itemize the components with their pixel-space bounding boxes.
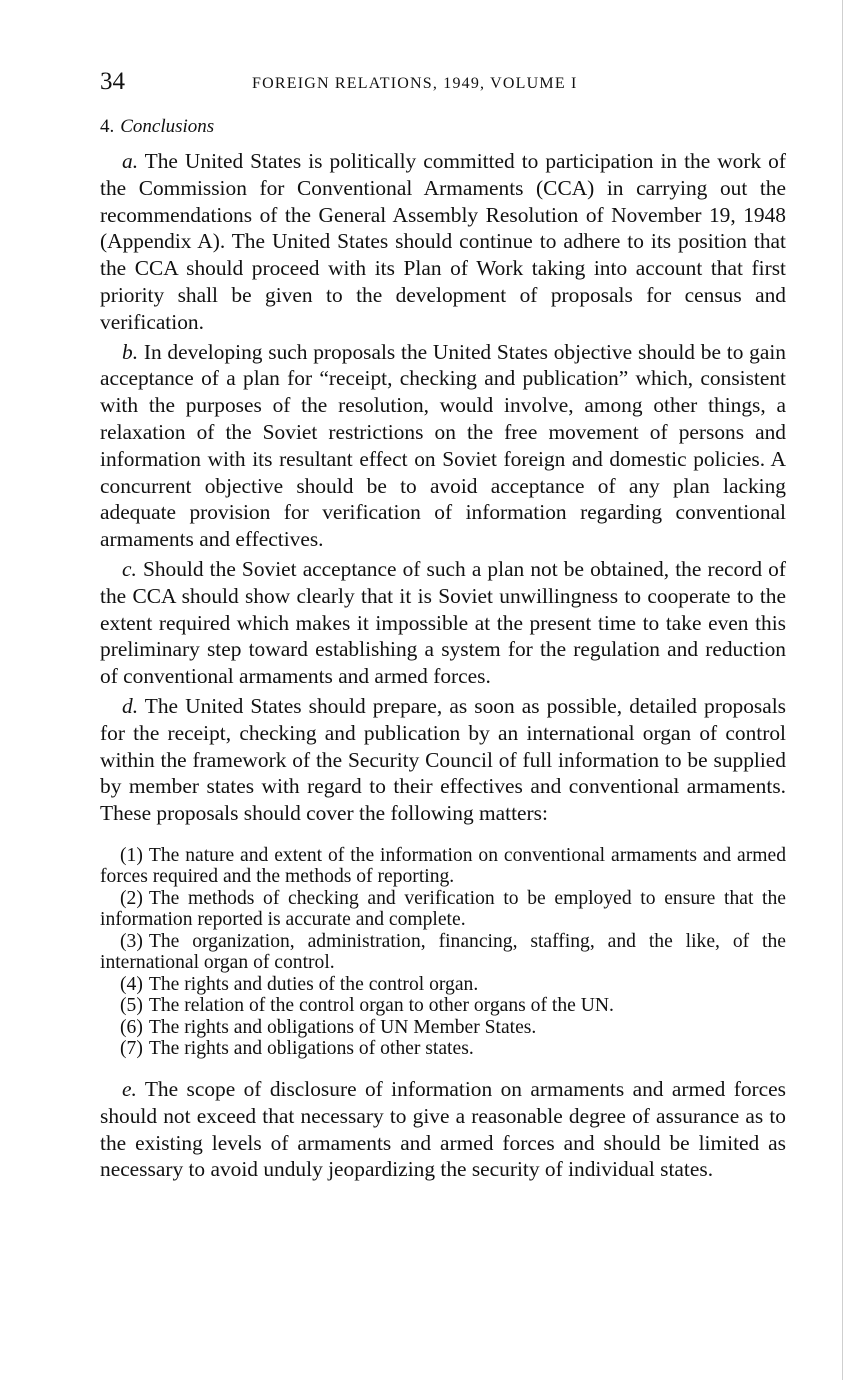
list-item-number: (1) <box>120 844 143 866</box>
list-item-text: The rights and obligations of UN Member States. <box>148 1016 537 1038</box>
page-edge-line <box>842 0 843 1380</box>
list-item <box>100 888 786 931</box>
page-header <box>100 66 790 98</box>
paragraph-letter: a. <box>122 149 139 173</box>
list-item-number: (6) <box>120 1016 143 1038</box>
page-number: 34 <box>100 68 125 95</box>
list-item <box>100 995 786 1017</box>
paragraph-letter: c. <box>122 556 137 581</box>
list-item-text: The organization, administration, financing, staffing, and the like, of the international organ of control. <box>100 930 786 974</box>
section-number: 4. <box>100 116 115 137</box>
list-item <box>100 1017 786 1039</box>
list-item-number: (5) <box>120 995 143 1017</box>
running-title: FOREIGN RELATIONS, 1949, VOLUME I <box>252 75 578 92</box>
list-item <box>100 1038 786 1060</box>
document-body <box>100 114 786 1186</box>
paragraph-text: In developing such proposals the United States objective should be to gain acceptance of a plan for “receipt, checking and publication” which, consistent with the purposes of the resolution, would involve, among other things, a relaxation of the Soviet restrictions on the free movement of persons and information with its resultant effect on Soviet foreign and domestic policies. A concurrent objective should be to avoid acceptance of any plan lacking adequate provision for verification of information regarding conventional armaments and effectives. <box>100 339 786 552</box>
paragraph-text: Should the Soviet acceptance of such a plan not be obtained, the record of the CCA should show clearly that it is Soviet unwillingness to cooperate to the extent required which makes it impossible at the present time to take even this preliminary step toward establishing a system for the regulation and reduction of conventional armaments and armed forces. <box>100 556 786 689</box>
list-item-text: The relation of the control organ to other organs of the UN. <box>148 995 614 1017</box>
paragraph-text: The United States should prepare, as soon as possible, detailed proposals for the receipt, checking and publication by an international organ of control within the framework of the Security Council of full information to be supplied by member states with regard to their effectives and conventional armaments. These proposals should cover the following matters: <box>100 693 787 826</box>
paragraph-a <box>100 148 786 336</box>
list-item <box>100 931 786 974</box>
list-item-number: (3) <box>120 930 143 952</box>
paragraph-letter: e. <box>122 1076 137 1101</box>
paragraph-c <box>100 556 786 690</box>
paragraph-e <box>100 1076 786 1183</box>
list-item-text: The rights and duties of the control organ. <box>148 973 479 995</box>
list-item-text: The nature and extent of the information on conventional armaments and armed forces required and the methods of reporting. <box>100 844 786 888</box>
paragraph-letter: d. <box>122 693 139 718</box>
list-item-number: (4) <box>120 973 143 995</box>
list-item-number: (7) <box>120 1038 143 1060</box>
paragraph-b <box>100 339 786 553</box>
paragraph-letter: b. <box>122 339 139 364</box>
paragraph-text: The United States is politically committed to participation in the work of the Commission for Conventional Armaments (CCA) in carrying out the recommendations of the General Assembly Resolution of November 19, 1948 (Appendix A). The United States should continue to adhere to its position that the CCA should proceed with its Plan of Work taking into account that first priority shall be given to the development of proposals for census and verification. <box>100 149 787 334</box>
list-item <box>100 974 786 996</box>
list-item-number: (2) <box>120 887 143 909</box>
paragraph-d <box>100 693 786 827</box>
list-item <box>100 845 786 888</box>
list-item-text: The rights and obligations of other states. <box>148 1038 474 1060</box>
matters-list <box>100 845 786 1060</box>
list-item-text: The methods of checking and verification to be employed to ensure that the information reported is accurate and complete. <box>100 887 786 931</box>
section-title: Conclusions <box>120 116 215 137</box>
section-heading <box>100 114 786 140</box>
paragraph-text: The scope of disclosure of information on armaments and armed forces should not exceed that necessary to give a reasonable degree of assurance as to the existing levels of armaments and armed forces and should be limited as necessary to avoid unduly jeopardizing the security of individual states. <box>100 1076 786 1182</box>
